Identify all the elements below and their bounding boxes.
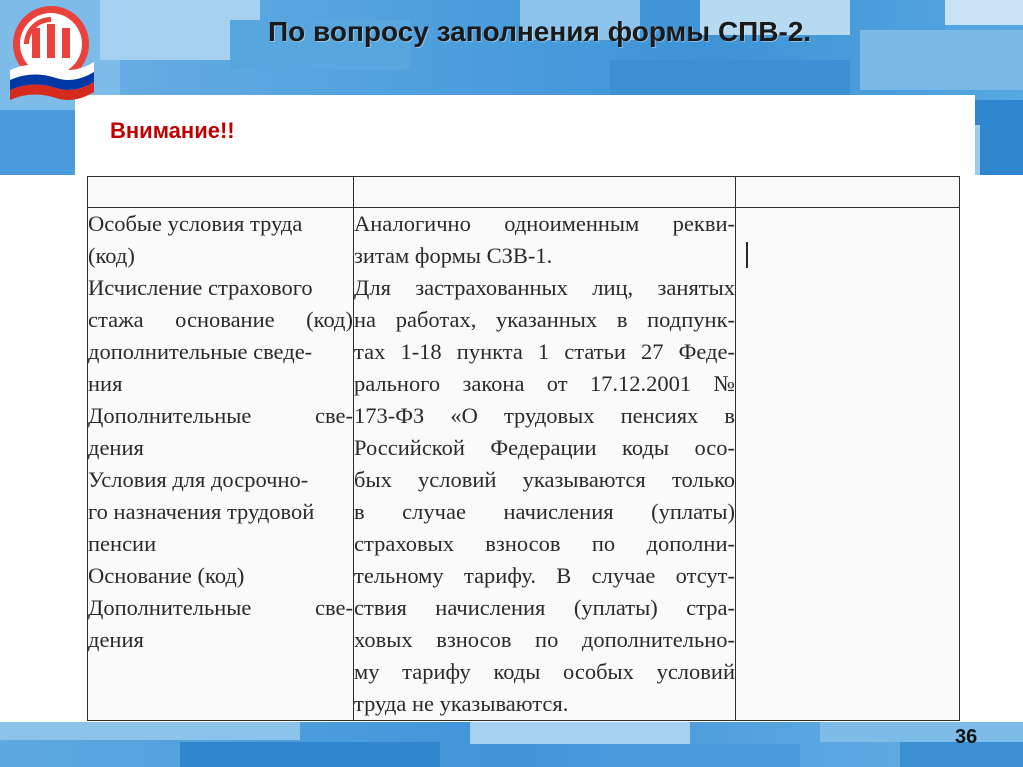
- cell-line: зитам формы СЗВ-1.: [354, 243, 553, 268]
- cell-line: 173-ФЗ «О трудовых пенсиях в: [354, 403, 735, 428]
- cell-line: Исчисление страхового: [88, 275, 313, 300]
- cell-line: стажа основание (код): [88, 307, 353, 332]
- requisites-table: [87, 176, 960, 721]
- table-header-row: [88, 177, 960, 208]
- table-row: [88, 208, 960, 721]
- cell-line: го назначения трудовой: [88, 499, 315, 524]
- cell-line: труда не указываются.: [354, 691, 569, 716]
- cell-line: ния: [88, 371, 123, 396]
- page-number: 36: [955, 726, 978, 748]
- footer-band: [0, 722, 1023, 767]
- cell-line: ховых взносов по дополнительно-: [354, 627, 735, 652]
- cell-line: Условия для досрочно-: [88, 467, 309, 492]
- cell-line: Дополнительные све-: [88, 403, 353, 428]
- table-header-cell: [88, 177, 354, 208]
- cell-line: му тарифу коды особых условий: [354, 659, 735, 684]
- cell-line: бых условий указываются только: [354, 467, 735, 492]
- cell-line: страховых взносов по дополни-: [354, 531, 735, 556]
- cell-line: на работах, указанных в подпунк-: [354, 307, 735, 332]
- cell-line: пенсии: [88, 531, 157, 556]
- pfr-logo-icon: [2, 2, 100, 100]
- cell-line: дения: [88, 627, 144, 652]
- cell-line: Дополнительные све-: [88, 595, 353, 620]
- cell-line: дополнительные сведе-: [88, 339, 313, 364]
- text-cursor-mark: [746, 242, 748, 268]
- requisite-name-cell: [88, 208, 354, 721]
- cell-line: рального закона от 17.12.2001 №: [354, 371, 735, 396]
- attention-heading: Внимание!!: [110, 118, 235, 143]
- cell-line: Основание (код): [88, 563, 245, 588]
- requisite-description-cell: [354, 208, 736, 721]
- cell-line: тельному тарифу. В случае отсут-: [354, 563, 735, 588]
- table-header-cell: [354, 177, 736, 208]
- cell-line: Аналогично одноименным рекви-: [354, 211, 735, 236]
- cell-line: тах 1-18 пункта 1 статьи 27 Феде-: [354, 339, 735, 364]
- cell-line: в случае начисления (уплаты): [354, 499, 735, 524]
- empty-cell: [736, 208, 960, 721]
- slide-title: По вопросу заполнения формы СПВ-2.: [268, 16, 812, 47]
- cell-line: Российской Федерации коды осо-: [354, 435, 735, 460]
- cell-line: ствия начисления (уплаты) стра-: [354, 595, 735, 620]
- cell-line: Особые условия труда: [88, 211, 303, 236]
- table-header-cell: [736, 177, 960, 208]
- cell-line: Для застрахованных лиц, занятых: [354, 275, 735, 300]
- cell-line: дения: [88, 435, 144, 460]
- cell-line: (код): [88, 243, 135, 268]
